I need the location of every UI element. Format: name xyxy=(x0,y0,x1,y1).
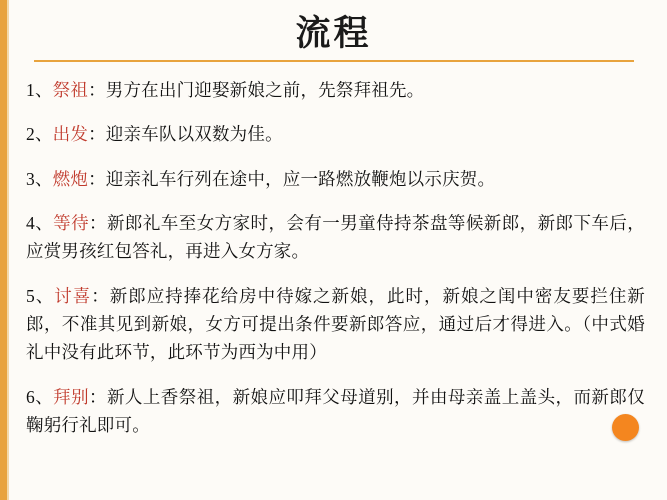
item-text: 新人上香祭祖，新娘应叩拜父母道别，并由母亲盖上盖头，而新郎仅鞠躬行礼即可。 xyxy=(26,386,646,436)
item-text: 男方在出门迎娶新娘之前，先祭拜祖先。 xyxy=(105,80,425,100)
decorative-dot xyxy=(612,414,639,441)
item-separator: ： xyxy=(89,386,107,407)
item-text: 新郎礼车至女方家时，会有一男童侍持茶盘等候新郎，新郎下车后，应赏男孩红包答礼，再进入女方家。 xyxy=(26,213,646,262)
list-item xyxy=(26,383,645,440)
item-keyword: 燃炮 xyxy=(52,168,89,189)
left-accent-bar xyxy=(0,0,7,500)
list-item xyxy=(26,282,645,367)
item-keyword: 祭祖 xyxy=(52,80,89,100)
item-number: 5、 xyxy=(26,285,55,306)
item-separator: ： xyxy=(88,168,106,189)
item-keyword: 拜别 xyxy=(53,386,90,407)
item-number: 2、 xyxy=(26,124,53,145)
list-item xyxy=(26,76,645,104)
list-item xyxy=(26,165,645,193)
item-text: 迎亲车队以双数为佳。 xyxy=(105,124,283,145)
list-item xyxy=(26,120,645,148)
left-accent-bar-inner xyxy=(7,0,9,500)
item-keyword: 出发 xyxy=(52,124,89,145)
page-title: 流程 xyxy=(295,13,372,54)
item-text: 新郎应持捧花给房中待嫁之新娘，此时，新娘之闺中密友要拦住新郎，不准其见到新娘，女方可提出条件要新郎答应，通过后才得进入。（中式婚礼中没有此环节，此环节为西为中用） xyxy=(26,285,646,363)
item-keyword: 讨喜 xyxy=(54,285,92,306)
item-keyword: 等待 xyxy=(53,213,90,234)
item-separator: ： xyxy=(88,80,106,100)
item-text: 迎亲礼车行列在途中，应一路燃放鞭炮以示庆贺。 xyxy=(105,168,496,189)
item-separator: ： xyxy=(89,213,107,234)
list-item xyxy=(26,209,645,266)
item-number: 3、 xyxy=(26,168,53,189)
item-separator: ： xyxy=(91,285,110,306)
process-list xyxy=(0,62,667,439)
item-separator: ： xyxy=(88,124,106,145)
item-number: 4、 xyxy=(26,213,54,234)
item-number: 1、 xyxy=(26,80,53,100)
item-number: 6、 xyxy=(26,386,54,407)
